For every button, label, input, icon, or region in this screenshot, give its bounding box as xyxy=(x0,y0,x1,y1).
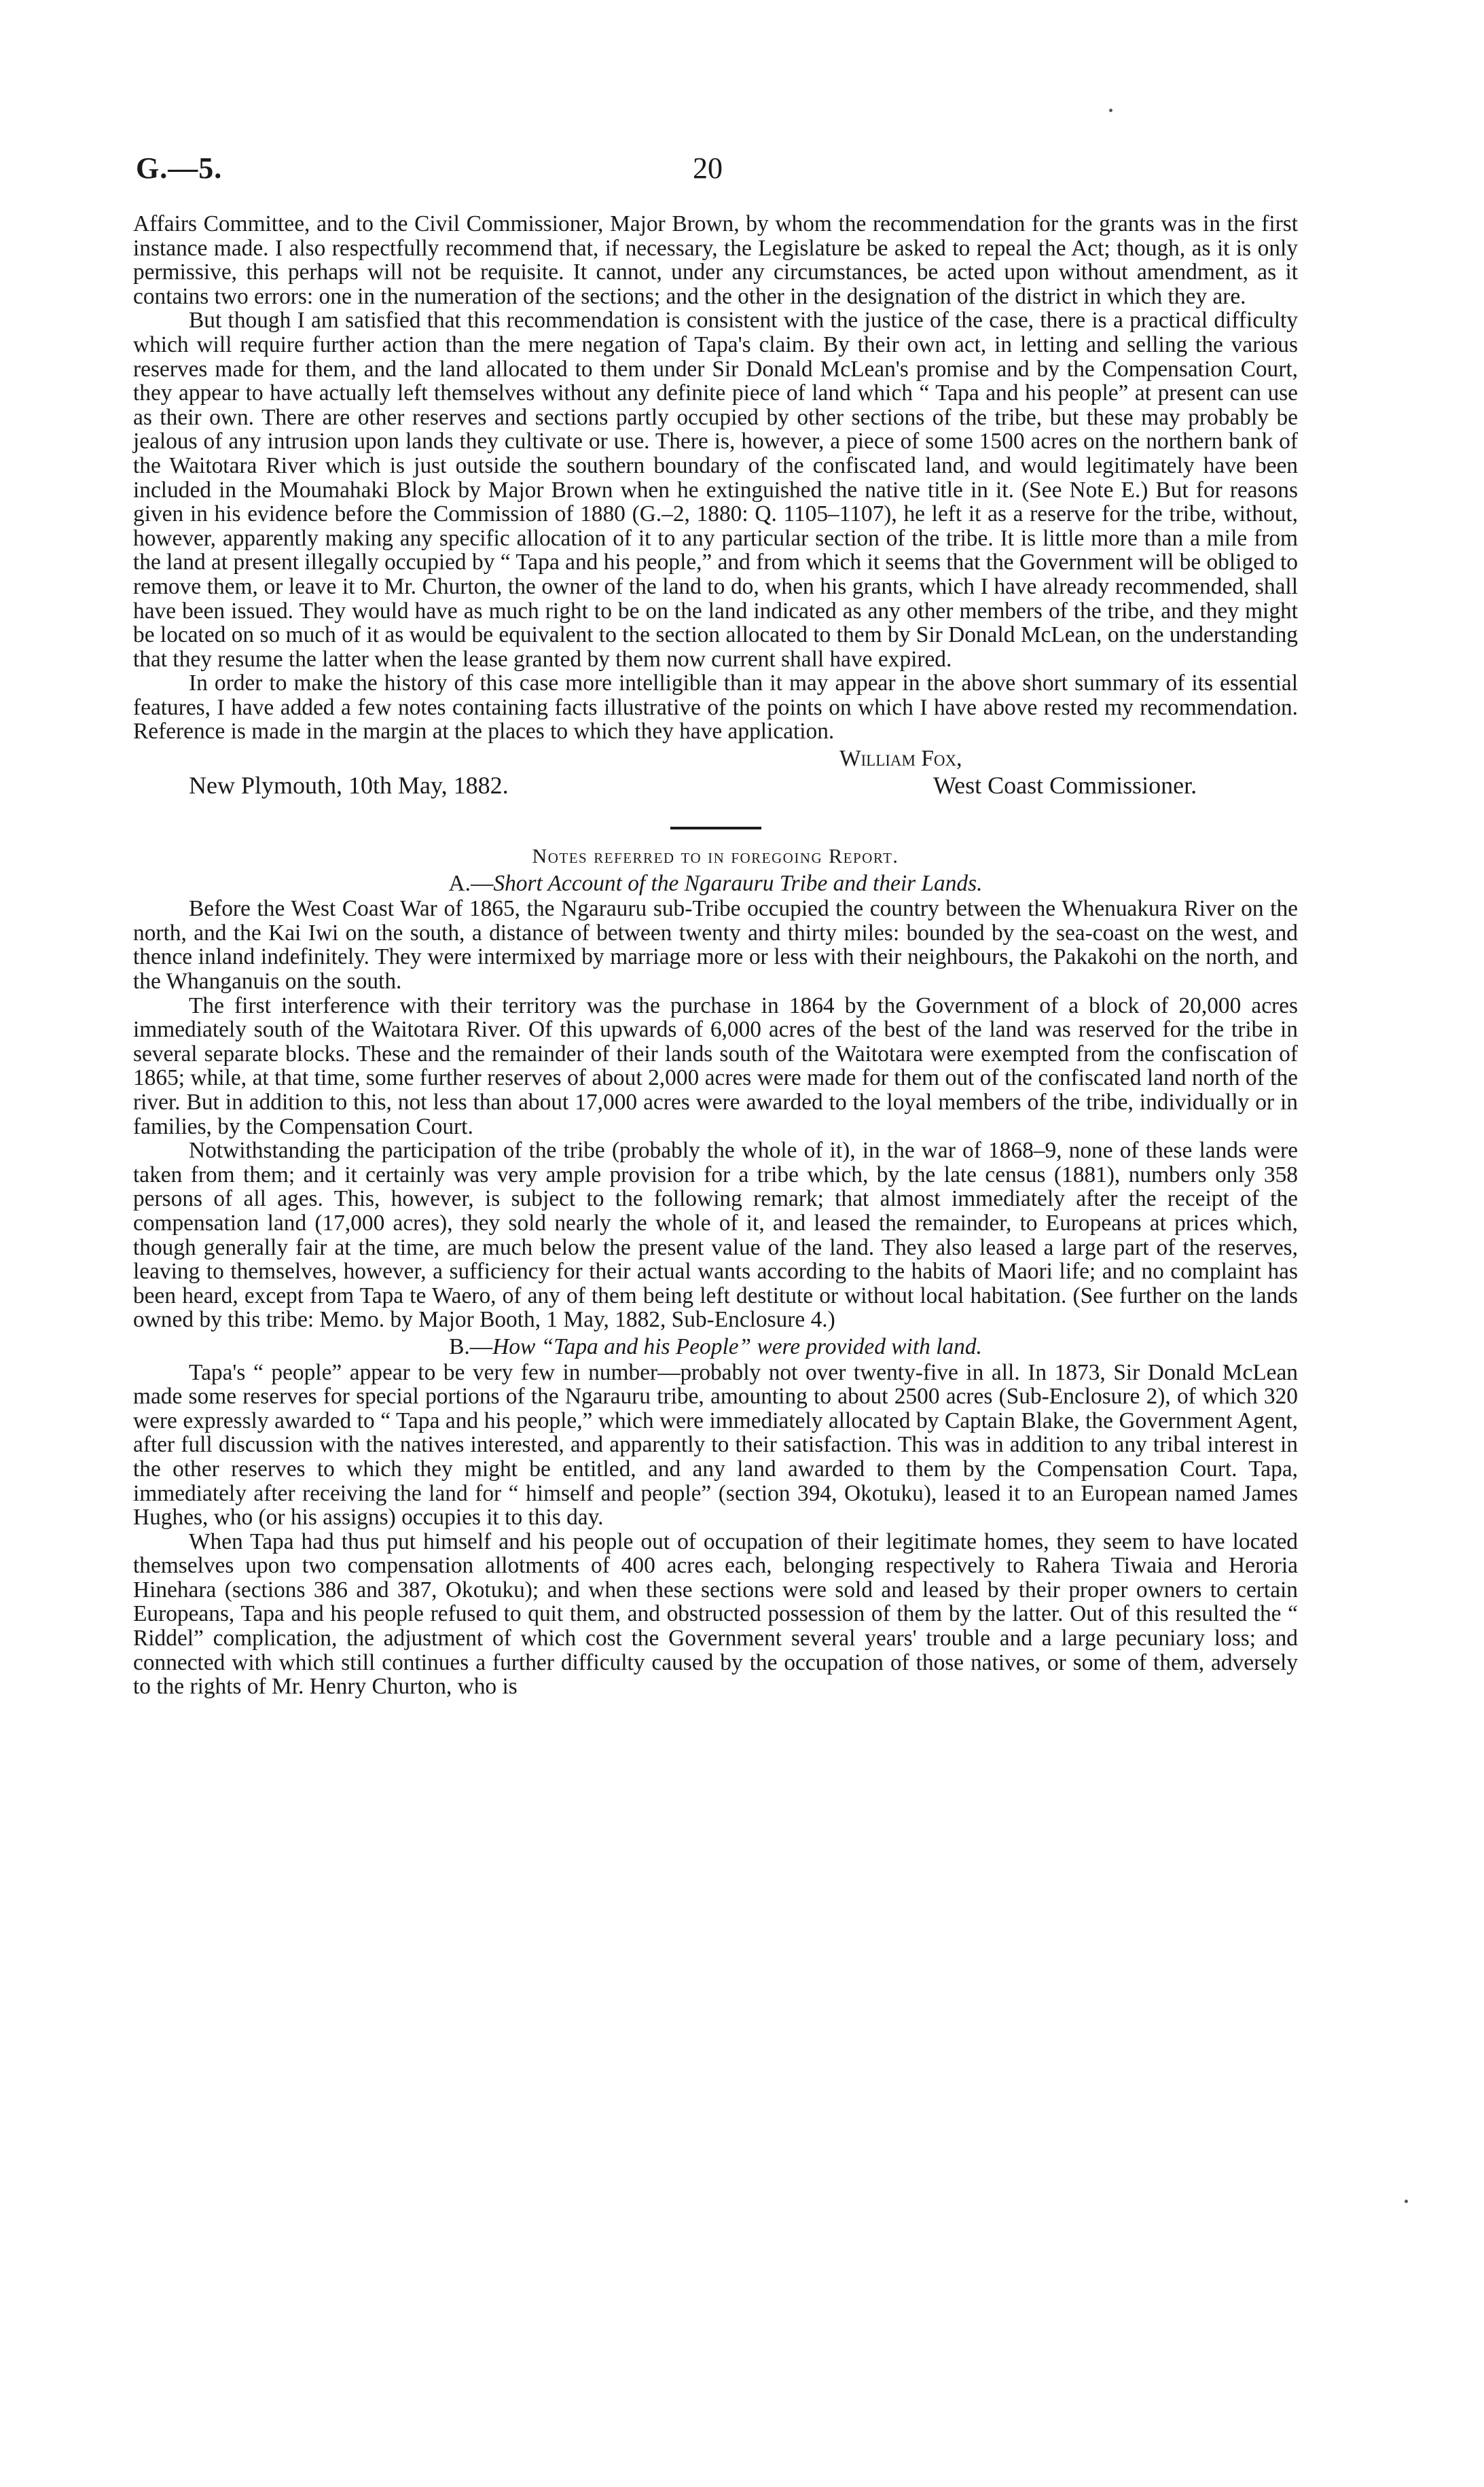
note-a-heading xyxy=(133,872,1298,896)
page-number: 20 xyxy=(693,151,723,185)
signatory-title: West Coast Commissioner. xyxy=(933,772,1197,800)
paragraph-intro-2: But though I am satisfied that this recommendation is consistent with the justice of the case, there is a practical difficulty which will require further action than the mere negation of Tapa's claim. By their own act, in letting and selling the various reserves made for them, and the land allocated to them under Sir Donald McLean's promise and by the Compensation Court, they appear to have actually left themselves without any definite piece of land which “ Tapa and his people” at present can use as their own. There are other reserves and sections partly occupied by other sections of the tribe, but these may probably be jealous of any intrusion upon lands they cultivate or use. There is, however, a piece of some 1500 acres on the northern bank of the Waitotara River which is just outside the southern boundary of the confiscated land, and would legitimately have been included in the Moumahaki Block by Major Brown when he extinguished the native title in it. (See Note E.) But for reasons given in his evidence before the Commission of 1880 (G.–2, 1880: Q. 1105–1107), he left it as a reserve for the tribe, without, however, apparently making any specific allocation of it to any particular section of the tribe. It is little more than a mile from the land at present illegally occupied by “ Tapa and his people,” and from which it seems that the Government will be obliged to remove them, or leave it to Mr. Churton, the owner of the land to do, when his grants, which I have already recommended, shall have been issued. They would have as much right to be on the land indicated as any other members of the tribe, and they might be located on so much of it as would be equivalent to the section allocated to them by Sir Donald McLean, on the understanding that they resume the latter when the lease granted by them now current shall have expired. xyxy=(133,308,1298,672)
paragraph-intro-3: In order to make the history of this case more intelligible than it may appear in the above short summary of its essential features, I have added a few notes containing facts illustrative of the points on which I have above rested my recommendation. Reference is made in the margin at the places to which they have application. xyxy=(133,670,1298,745)
note-b-label: B.— xyxy=(449,1334,493,1359)
note-a-paragraph-2: The first interference with their territory was the purchase in 1864 by the Government of a block of 20,000 acres immediately south of the Waitotara River. Of this upwards of 6,000 acres of the best of the land was reserved for the tribe in several separate blocks. These and the remainder of their lands south of the Waitotara were exempted from the confiscation of 1865; while, at that time, some further reserves of about 2,000 acres were made for them out of the confiscated land north of the river. But in addition to this, not less than about 17,000 acres were awarded to the loyal members of the tribe, individually or in families, by the Compensation Court. xyxy=(133,992,1298,1139)
document-code: G.—5. xyxy=(136,151,223,185)
signature-block xyxy=(133,747,1298,827)
signature-place-date: New Plymouth, 10th May, 1882. xyxy=(189,772,509,800)
signatory-last-name: Fox, xyxy=(921,746,962,772)
note-b-paragraph-1: Tapa's “ people” appear to be very few in number—probably not over twenty-five in all. In 1873, Sir Donald McLean made some reserves for special portions of the Ngarauru tribe, amounting to about 2500 acres (Sub-Enclosure 2), of which 320 were expressly awarded to “ Tapa and his people,” which were immediately allocated by Captain Blake, the Government Agent, after full discussion with the natives interested, and apparently to their satisfaction. This was in addition to any tribal interest in the other reserves to which they might be entitled, and any land awarded to them by the Compensation Court. Tapa, immediately after receiving the land for “ himself and people” (section 394, Okotuku), leased it to an European named James Hughes, who (or his assigns) occupies it to this day. xyxy=(133,1359,1298,1531)
section-divider xyxy=(670,827,761,829)
body-text xyxy=(133,212,1298,1699)
paragraph-intro-1: Affairs Committee, and to the Civil Commissioner, Major Brown, by whom the recommendation for the grants was in the first instance made. I also respectfully recommend that, if necessary, the Legislature be asked to repeal the Act; though, as it is only permissive, this perhaps will not be requisite. It cannot, under any circumstances, be acted upon without amendment, as it contains two errors: one in the numeration of the sections; and the other in the designation of the district in which they are. xyxy=(133,211,1298,309)
margin-speck xyxy=(1109,109,1112,112)
note-a-title: Short Account of the Ngarauru Tribe and their Lands. xyxy=(493,870,983,896)
note-a-paragraph-3: Notwithstanding the participation of the tribe (probably the whole of it), in the war of 1868–9, none of these lands were taken from them; and it certainly was very ample provision for a tribe which, by the late census (1881), numbers only 358 persons of all ages. This, however, is subject to the following remark; that almost immediately after the receipt of the compensation land (17,000 acres), they sold nearly the whole of it, and leased the remainder, to Europeans at prices which, though generally fair at the time, are much below the present value of the land. They also leased a large part of the reserves, leaving to themselves, however, a sufficiency for their actual wants according to the habits of Maori life; and no complaint has been heard, except from Tapa te Waero, of any of them being left destitute or without local habitation. (See further on the lands owned by this tribe: Memo. by Major Booth, 1 May, 1882, Sub-Enclosure 4.) xyxy=(133,1138,1298,1333)
note-b-paragraph-2: When Tapa had thus put himself and his people out of occupation of their legitimate homes, they seem to have located themselves upon two compensation allotments of 400 acres each, belonging respectively to Rahera Tiwaia and Heroria Hinehara (sections 386 and 387, Okotuku); and when these sections were sold and leased by their proper owners to certain Europeans, Tapa and his people refused to quit them, and obstructed possession of them by the latter. Out of this resulted the “ Riddel” complication, the adjustment of which cost the Government several years' trouble and a large pecuniary loss; and connected with which still continues a further difficulty caused by the occupation of those natives, or some of them, adversely to the rights of Mr. Henry Churton, who is xyxy=(133,1528,1298,1700)
notes-title: Notes referred to in foregoing Report. xyxy=(532,845,899,868)
note-a-paragraph-1: Before the West Coast War of 1865, the Ngarauru sub-Tribe occupied the country between the Whenuakura River on the north, and the Kai Iwi on the south, a distance of between twenty and thirty miles: bounded by the sea-coast on the west, and thence inland indefinitely. They were intermixed by marriage more or less with their neighbours, the Pakakohi on the north, and the Whanganuis on the south. xyxy=(133,896,1298,995)
note-b-title: How “Tapa and his People” were provided with land. xyxy=(492,1334,982,1359)
signatory-name xyxy=(839,747,962,771)
note-a-label: A.— xyxy=(448,870,494,896)
signatory-first-name: William xyxy=(839,746,916,772)
margin-speck xyxy=(1405,2200,1408,2203)
running-head xyxy=(136,151,1348,192)
note-b-heading xyxy=(133,1335,1298,1359)
